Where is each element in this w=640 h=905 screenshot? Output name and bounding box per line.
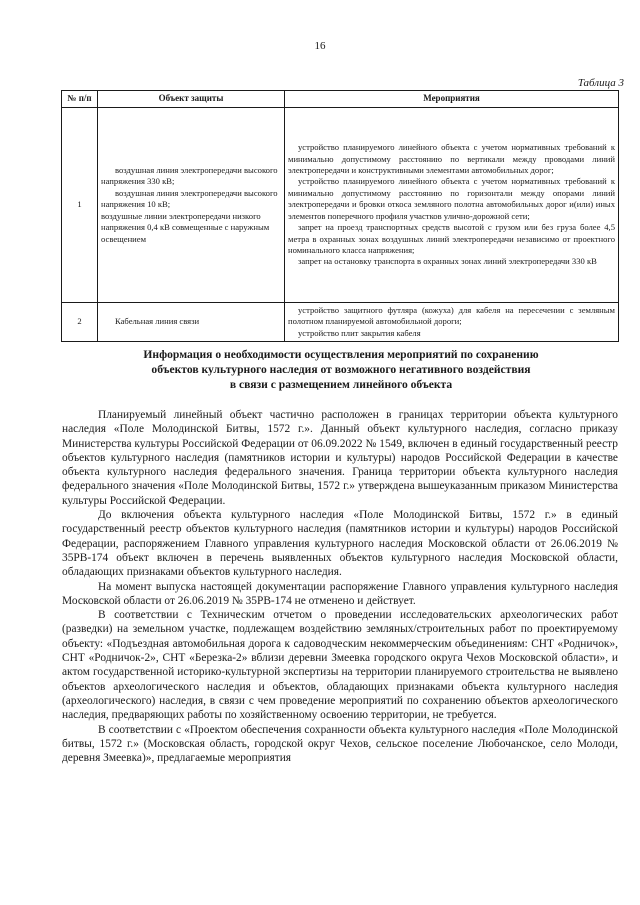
row-number: 2 xyxy=(62,303,98,342)
body-text xyxy=(62,408,618,765)
row-number: 1 xyxy=(62,108,98,303)
paragraph: Планируемый линейный объект частично расположен в границах территории объекта культурного наследия «Поле Молодинской Битвы, 1572 г.». Данный объект культурного наследия, согласно приказу Министерства культуры Российской Федерации от 06.09.2022 № 1549, включен в единый государственный реестр объектов культурного наследия (памятников истории и культуры) народов Российской Федерации в качестве объекта культурного наследия федерального значения. Граница территории объекта культурного наследия федерального значения «Поле Молодинской Битвы, 1572 г.» утверждена вышеуказанным приказом Министерства культуры Российской Федерации. xyxy=(62,409,618,507)
table-header-row xyxy=(62,91,619,108)
heading-line: в связи с размещением линейного объекта xyxy=(229,378,453,391)
measure-item: запрет на проезд транспортных средств высотой с грузом или без груза более 4,5 метра в охранных зонах воздушных линий электропередачи независимо от проектного номинального класса напряжения; xyxy=(288,222,615,255)
object-line: воздушная линия электропередачи высокого напряжения 330 кВ; xyxy=(101,165,278,187)
protected-object-cell xyxy=(98,108,285,303)
protection-measures-table xyxy=(61,90,619,342)
heading-line: объектов культурного наследия от возможного негативного воздействия xyxy=(151,363,531,376)
protected-object-cell xyxy=(98,303,285,342)
paragraph: В соответствии с «Проектом обеспечения сохранности объекта культурного наследия «Поле Молодинской битвы, 1572 г.» (Московская область, городской округ Чехов, сельское поселение Любочанское, село Молоди, деревня Змеевка)», предлагаемые мероприятия xyxy=(62,723,618,765)
paragraph: На момент выпуска настоящей документации распоряжение Главного управления культурного наследия Московской области от 26.06.2019 № 35РВ-174 не отменено и действует. xyxy=(62,580,618,607)
header-object: Объект защиты xyxy=(98,91,285,108)
table-row xyxy=(62,108,619,303)
object-line: воздушная линия электропередачи высокого напряжения 10 кВ; xyxy=(101,187,278,210)
measure-item: запрет на остановку транспорта в охранных зонах линий электропередачи 330 кВ xyxy=(298,256,597,267)
heading-line: Информация о необходимости осуществления мероприятий по сохранению xyxy=(143,348,539,361)
measure-item: устройство защитного футляра (кожуха) для кабеля на пересечении с земляным полотном планируемой автомобильной дороги; xyxy=(288,304,615,327)
object-line: Кабельная линия связи xyxy=(115,316,200,327)
object-line: воздушные линии электропередачи низкого напряжения 0,4 кВ совмещенные с наружным освещением xyxy=(101,210,270,244)
measure-item: устройство планируемого линейного объекта с учетом нормативных требований к минимально допустимому расстоянию по вертикали между проводами линий электропередачи и конструктивными элементами автомобильных дорог; xyxy=(288,142,615,176)
measure-item: устройство плит закрытия кабеля xyxy=(298,327,421,338)
paragraph: В соответствии с Техническим отчетом о проведении исследовательских археологических работ (разведки) на земельном участке, подлежащем воздействию земляных/строительных работ по проектируемому объекту: «Подъездная автомобильная дорога к садоводческим некоммерческим объединениям: СНТ «Родничок», СНТ «Родничок-2», СНТ «Березка-2» вблизи деревни Змеевка городского округа Чехов Московской области», и актом государственной историко-культурной экспертизы на территории планируемого строительства не выявлено объектов археологического наследия и объектов, обладающих признаками объекта культурного наследия (археологического) наследия, в связи с чем проведение мероприятий по сохранению объектов археологического наследия, предваряющих работы по хозяйственному освоению территории, не требуется. xyxy=(62,609,618,722)
paragraph: До включения объекта культурного наследия «Поле Молодинской Битвы, 1572 г.» в единый государственный реестр объектов культурного наследия (памятников истории и культуры) народов Российской Федерации, распоряжением Главного управления культурного наследия Московской области от 26.06.2019 № 35РВ-174 объект включен в перечень выявленных объектов культурного наследия Московской области, обладающих признаками объектов культурного наследия. xyxy=(62,509,618,579)
measures-cell xyxy=(285,108,619,303)
header-num: № п/п xyxy=(62,91,98,108)
table-row xyxy=(62,303,619,342)
measures-cell xyxy=(285,303,619,342)
page-number: 16 xyxy=(314,40,326,52)
table-caption: Таблица 3 xyxy=(577,77,624,89)
header-measures: Мероприятия xyxy=(285,91,619,108)
section-heading xyxy=(62,347,620,392)
measure-item: устройство планируемого линейного объекта с учетом нормативных требований к минимально допустимому расстоянию по горизонтали между опорами линий электропередачи и бровки откоса земляного полотна автомобильных дорог и(или) иных элементов поперечного профиля участков улично-дорожной сети; xyxy=(288,176,615,221)
